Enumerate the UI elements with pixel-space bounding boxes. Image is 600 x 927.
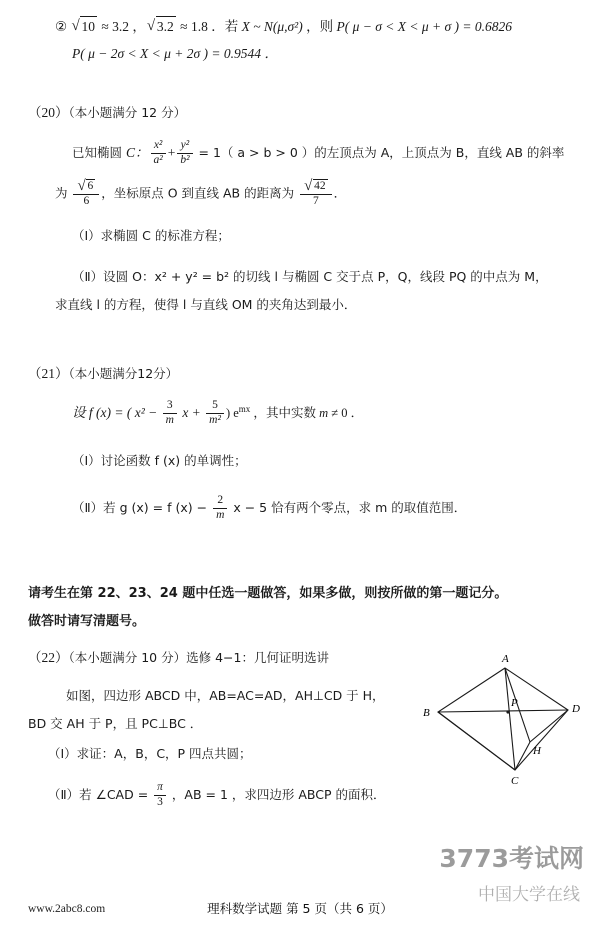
q20-header: [28, 103, 186, 123]
fraction-sqrt6-over-6: √ $\frac{6}{6}$: [73, 179, 99, 208]
q20-stem2-pre: 为: [55, 185, 72, 201]
q20-stem2-mid: ，坐标原点 O 到直线 AB 的距离为: [101, 185, 299, 201]
q20-part-2-line1: （Ⅱ）设圆 O：x² + y² = b² 的切线 l 与椭圆 C 交于点 P，Q，线段 PQ 的中点为 M，: [72, 269, 548, 284]
figure-label-B: B: [423, 707, 430, 719]
q20-part-1: （Ⅰ）求椭圆 C 的标准方程；: [72, 228, 230, 243]
q21-part2-post: x − 5 恰有两个零点，求 m 的取值范围．: [229, 500, 467, 516]
q20-part-2-line2: 求直线 l 的方程，使得 l 与直线 OM 的夹角达到最小．: [55, 297, 357, 312]
figure-label-A: A: [502, 653, 509, 665]
geometry-figure: [420, 650, 585, 785]
q22-part2-post: ，AB = 1 ，求四边形 ABCP 的面积．: [167, 787, 386, 803]
fraction-pi-over-3: $\frac{\pi}{3}$: [154, 781, 166, 809]
q21-part2-pre: （Ⅱ）若 g (x) = f (x) −: [72, 500, 212, 516]
q22-header: [28, 648, 329, 668]
elective-instruction-line2: 做答时请写清题号。: [28, 614, 146, 629]
q22-part-1: （Ⅰ）求证：A，B，C，P 四点共圆；: [48, 746, 252, 761]
fraction-2-over-m: $\frac{2}{m}$: [213, 494, 227, 522]
q19-tail-line1: [55, 16, 512, 37]
q22-part-2: [48, 782, 386, 810]
q19-probability-1: P( μ − σ < X < μ + σ ) = 0.6826: [336, 19, 513, 34]
q21-part-1: （Ⅰ）讨论函数 f (x) 的单调性；: [72, 453, 247, 468]
q21-marks: （本小题满分12分）: [68, 366, 179, 381]
q22-stem-line1: 如图，四边形 ABCD 中，AB=AC=AD，AH⊥CD 于 H，: [66, 688, 385, 703]
q21-number: （21）: [28, 366, 69, 381]
footer-site-url: www.2abc8.com: [28, 903, 106, 915]
sqrt-10-icon: √ 10: [71, 16, 97, 37]
q21-part-2: [72, 495, 466, 523]
q20-stem-pre: 已知椭圆: [72, 145, 126, 161]
fraction-x2-over-a2: $\frac{\text{x²}}{\text{a²}}$: [151, 139, 166, 167]
watermark-3773: 3773考试网: [439, 844, 584, 873]
q20-stem-post: = 1（ a > b > 0 ）的左顶点为 A，上顶点为 B，直线 AB 的斜率: [194, 145, 565, 161]
q22-stem-line2: BD 交 AH 于 P，且 PC⊥BC ．: [28, 716, 203, 731]
figure-label-D: D: [572, 703, 580, 715]
figure-label-H: H: [533, 745, 541, 757]
fraction-5-over-m2: $\frac{5}{\text{m²}}$: [206, 399, 224, 427]
q21-stem-pre: 设 f (x) = ( x² −: [72, 405, 161, 421]
q21-stem: [72, 400, 363, 428]
fraction-3-over-m: $\frac{3}{m}$: [163, 399, 177, 427]
q19-distribution: X ~ N(μ,σ²): [241, 19, 303, 34]
fraction-y2-over-b2: $\frac{\text{y²}}{\text{b²}}$: [177, 139, 192, 167]
q20-number: （20）: [28, 105, 69, 120]
figure-label-P: P: [511, 697, 518, 709]
q19-approx-1: ≈ 3.2 ，: [97, 19, 146, 34]
q22-part2-pre: （Ⅱ）若 ∠CAD =: [48, 787, 153, 803]
q19-item-marker: ②: [55, 19, 71, 34]
q21-stem-mid: x +: [178, 405, 205, 421]
fraction-sqrt42-over-7: √ $\frac{42}{7}$: [300, 179, 332, 208]
q19-approx-2: ≈ 1.8 ．若: [176, 19, 242, 34]
q20-marks: （本小题满分 12 分）: [68, 105, 187, 120]
q19-then: ，则: [302, 19, 337, 34]
q20-stem-line1: 已知椭圆 C： $\frac{\text{x²}}{\text{a²}}$ + $\frac{\text{y²}}{\text{b²}}$ = 1（ a > b > 0 ）的左顶点为 A，上顶点为 B，直线 AB 的斜率: [72, 139, 565, 166]
elective-instruction-line1: 请考生在第 22、23、24 题中任选一题做答，如果多做，则按所做的第一题记分。: [28, 586, 508, 601]
watermark-university-online: 中国大学在线: [478, 885, 580, 905]
footer-page-label: 理科数学试题 第 5 页（共 6 页）: [207, 901, 393, 916]
q22-marks: （本小题满分 10 分）: [68, 650, 187, 665]
q22-elective: 选修 4−1：几何证明选讲: [186, 650, 329, 665]
q20-stem-line2: [55, 180, 346, 209]
q22-number: （22）: [28, 650, 69, 665]
q19-tail-line2: P( μ − 2σ < X < μ + 2σ ) = 0.9544 ．: [72, 46, 278, 61]
sqrt-3point2-icon: √ 3.2: [147, 16, 176, 37]
figure-label-C: C: [511, 775, 519, 785]
q20-curve-label: C：: [125, 145, 149, 161]
q20-stem2-post: ．: [333, 185, 347, 201]
q21-stem-post: ) $e^{mx}$ ，其中实数 m ≠ 0 ．: [225, 404, 364, 421]
q21-header: [28, 364, 178, 384]
